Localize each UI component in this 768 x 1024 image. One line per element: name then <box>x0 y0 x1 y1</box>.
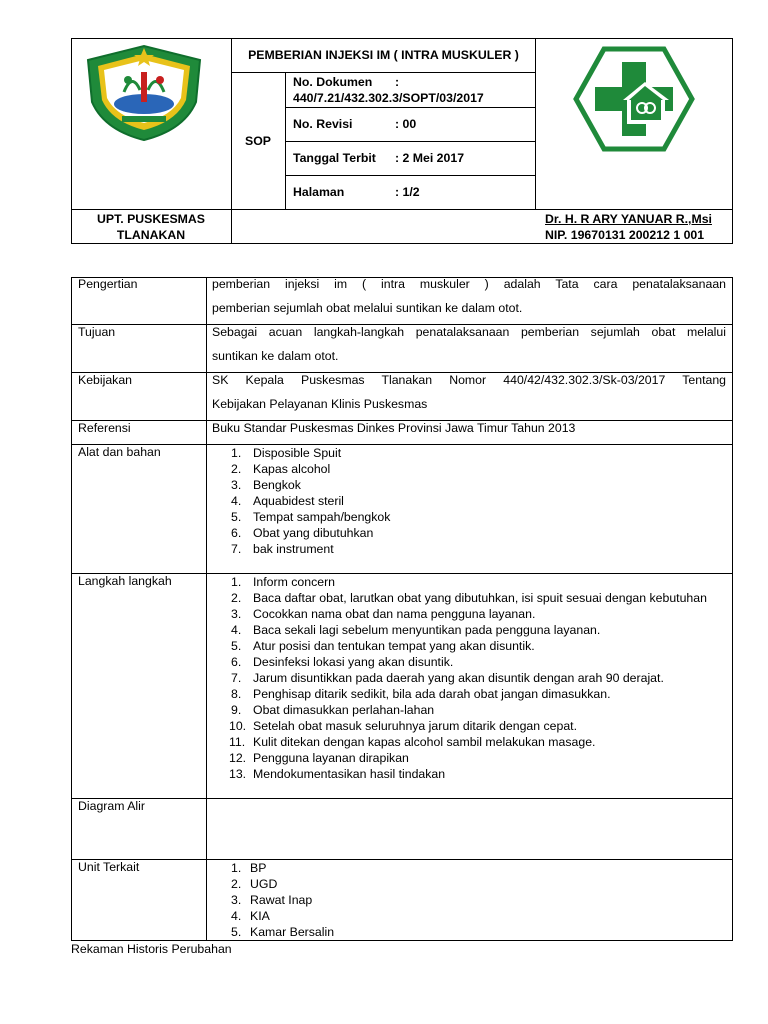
referensi-text: Buku Standar Puskesmas Dinkes Provinsi Jawa Timur Tahun 2013 <box>212 421 576 435</box>
list-item: 6. Desinfeksi lokasi yang akan disuntik. <box>231 655 454 669</box>
tanggal-terbit-label: Tanggal Terbit <box>293 151 376 165</box>
list-item: 2. UGD <box>231 877 278 891</box>
sop-label: SOP <box>245 134 271 148</box>
list-item: 12. Pengguna layanan dirapikan <box>229 751 409 765</box>
sop-title: PEMBERIAN INJEKSI IM ( INTRA MUSKULER ) <box>248 48 519 62</box>
footer-rekaman: Rekaman Historis Perubahan <box>71 942 232 956</box>
list-item: 13. Mendokumentasikan hasil tindakan <box>229 767 446 781</box>
unit-terkait-list <box>207 860 727 940</box>
divider <box>71 209 733 210</box>
alat-bahan-label: Alat dan bahan <box>78 445 161 459</box>
list-item: 5. Tempat sampah/bengkok <box>231 510 391 524</box>
list-item: 5. Atur posisi dan tentukan tempat yang akan disuntik. <box>231 639 535 653</box>
tujuan-line2: suntikan ke dalam otot. <box>212 349 339 363</box>
list-item: 4. KIA <box>231 909 270 923</box>
pengertian-label: Pengertian <box>78 277 138 291</box>
list-item: 7. bak instrument <box>231 542 334 556</box>
divider <box>285 175 536 176</box>
list-item: 9. Obat dimasukkan perlahan-lahan <box>231 703 435 717</box>
pengertian-line2: pemberian sejumlah obat melalui suntikan ke dalam otot. <box>212 301 523 315</box>
divider <box>285 141 536 142</box>
list-item: 5. Kamar Bersalin <box>231 925 335 939</box>
list-item: 3. Cocokkan nama obat dan nama pengguna layanan. <box>231 607 536 621</box>
tanggal-terbit-value: : 2 Mei 2017 <box>395 151 465 165</box>
kebijakan-line1: SK Kepala Puskesmas Tlanakan Nomor 440/42/432.302.3/Sk-03/2017 Tentang <box>212 373 726 387</box>
list-item: 3. Rawat Inap <box>231 893 313 907</box>
regency-logo <box>84 42 204 142</box>
diagram-alir-label: Diagram Alir <box>78 799 145 813</box>
divider <box>285 107 536 108</box>
kebijakan-line2: Kebijakan Pelayanan Klinis Puskesmas <box>212 397 428 411</box>
tujuan-label: Tujuan <box>78 325 116 339</box>
list-item: 6. Obat yang dibutuhkan <box>231 526 374 540</box>
pengertian-line1: pemberian injeksi im ( intra muskuler ) adalah Tata cara penatalaksanaan <box>212 277 726 291</box>
unit-name-line2: TLANAKAN <box>116 228 186 242</box>
halaman-value: : 1/2 <box>395 185 420 199</box>
halaman-label: Halaman <box>293 185 345 199</box>
langkah-label: Langkah langkah <box>78 574 172 588</box>
list-item: 10. Setelah obat masuk seluruhnya jarum ditarik dengan cepat. <box>229 719 578 733</box>
no-dokumen-value: 440/7.21/432.302.3/SOPT/03/2017 <box>293 91 484 105</box>
list-item: 1. BP <box>231 861 267 875</box>
list-item: 1. Disposible Spuit <box>231 446 342 460</box>
unit-name <box>71 211 231 243</box>
list-item: 11. Kulit ditekan dengan kapas alcohol sambil melakukan masage. <box>229 735 596 749</box>
unit-terkait-label: Unit Terkait <box>78 860 140 874</box>
list-item: 1. Inform concern <box>231 575 336 589</box>
referensi-label: Referensi <box>78 421 131 435</box>
alat-bahan-list <box>207 445 727 557</box>
puskesmas-logo <box>573 46 695 152</box>
no-revisi-label: No. Revisi <box>293 117 353 131</box>
list-item: 2. Kapas alcohol <box>231 462 331 476</box>
list-item: 4. Aquabidest steril <box>231 494 344 508</box>
list-item: 2. Baca daftar obat, larutkan obat yang dibutuhkan, isi spuit sesuai dengan kebutuhan <box>231 591 707 605</box>
no-dokumen-colon: : <box>395 75 400 89</box>
signer <box>545 211 712 243</box>
langkah-list <box>207 574 707 782</box>
tujuan-line1: Sebagai acuan langkah-langkah penatalaksanaan pemberian sejumlah obat melalui <box>212 325 726 339</box>
no-dokumen-label: No. Dokumen <box>293 75 373 89</box>
no-revisi-value: : 00 <box>395 117 417 131</box>
list-item: 7. Jarum disuntikkan pada daerah yang akan disuntik dengan arah 90 derajat. <box>231 671 664 685</box>
signer-name: Dr. H. R ARY YANUAR R.,Msi <box>545 212 712 226</box>
unit-name-line1: UPT. PUSKESMAS <box>97 212 205 226</box>
signer-nip: NIP. 19670131 200212 1 001 <box>545 228 705 242</box>
list-item: 4. Baca sekali lagi sebelum menyuntikan pada pengguna layanan. <box>231 623 601 637</box>
divider <box>71 798 733 799</box>
list-item: 8. Penghisap ditarik sedikit, bila ada darah obat jangan dimasukkan. <box>231 687 611 701</box>
kebijakan-label: Kebijakan <box>78 373 133 387</box>
list-item: 3. Bengkok <box>231 478 301 492</box>
